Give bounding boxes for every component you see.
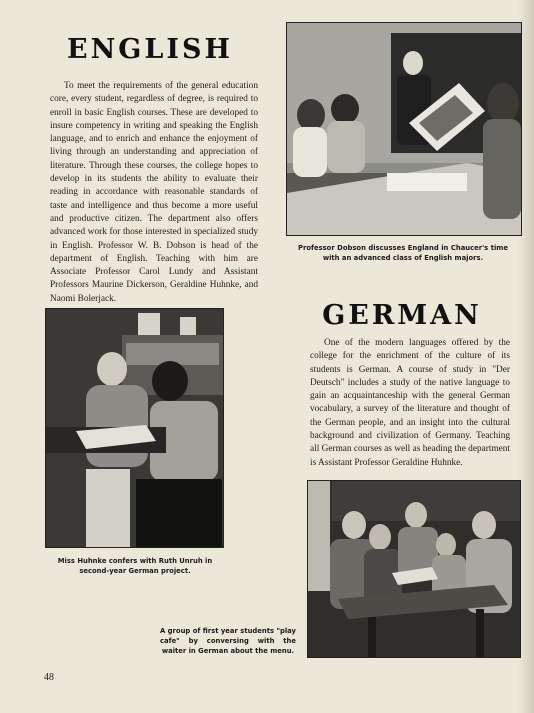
german-body-text: One of the modern languages offered by the college for the enrichment of the culture of its students is German. A course of study in "Der Deutsch" includes a study of the native language to gain an acquaintanceship with the general German vocabulary, a survey of the literature and thought of the German people, and an insight into the cultural background and civilization of Germany. Teaching all German courses as well as heading the department is Assistant Professor Geraldine Huhnke. xyxy=(310,338,510,468)
english-heading: ENGLISH xyxy=(67,34,233,65)
caption-play-cafe: A group of first year students "play cafe" by conversing with the waiter in German about the menu. xyxy=(160,627,296,655)
caption-huhnke-unruh: Miss Huhnke confers with Ruth Unruh in second-year German project. xyxy=(57,557,213,575)
english-body-text: To meet the requirements of the general education core, every student, regardless of degree, is required to enroll in basic English courses. These are developed to insure competency in writing and speaking the English language, and to enrich and enhance the enjoyment of living through an understanding and appreciation of literature. Through these courses, the college hopes to develop in its students the ability to evaluate their reading in accordance with reasonable standards of taste and intelligence and thus become a more useful and productive citizen. The department also offers advanced work for those interested in specialized study in English. Professor W. B. Dobson is head of the department of English. Teaching with him are Associate Professor Carol Lundy and Assistant Professors Maurine Dickerson, Geraldine Huhnke, and Naomi Bolerjack. xyxy=(50,81,258,304)
german-heading: GERMAN xyxy=(322,300,482,331)
photo-play-cafe xyxy=(307,480,521,658)
caption-dobson-class: Professor Dobson discusses England in Chaucer's time with an advanced class of English majors. xyxy=(298,244,508,262)
page-number: 48 xyxy=(44,672,54,683)
photo-dobson-class xyxy=(286,22,522,236)
photo-huhnke-unruh xyxy=(45,308,224,548)
